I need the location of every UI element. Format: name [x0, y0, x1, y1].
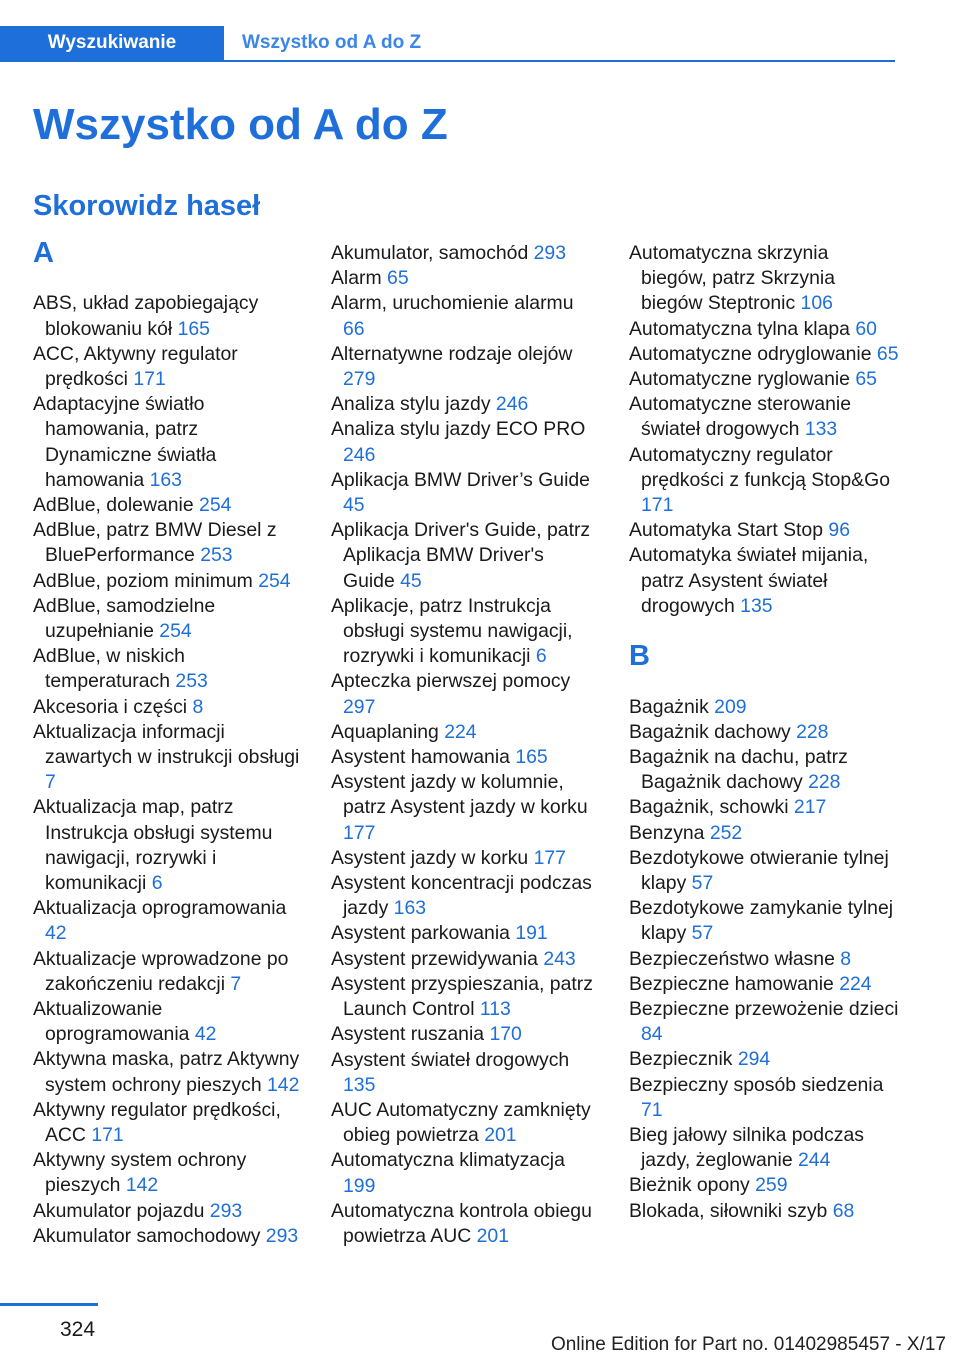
- index-entry: [331, 392, 598, 417]
- index-entry: [331, 1022, 598, 1047]
- entry-text: Akumulator samochodowy: [33, 1224, 261, 1247]
- entry-text: AdBlue, dolewanie: [33, 494, 194, 516]
- page-link[interactable]: 142: [125, 1174, 159, 1197]
- index-entry: [33, 342, 300, 392]
- edition-footer: Online Edition for Part no. 01402985457 - X/17: [550, 1334, 946, 1355]
- entry-text: Bieg jałowy silnika podczas jazdy, żeglowanie: [629, 1124, 864, 1172]
- index-column-1: [33, 237, 300, 1249]
- entry-text: AdBlue, patrz BMW Diesel z BluePerformance: [33, 519, 277, 567]
- index-entry: [629, 846, 899, 896]
- page-link[interactable]: 177: [343, 821, 376, 844]
- page-link[interactable]: 254: [159, 620, 192, 643]
- entry-text: Bagażnik: [629, 695, 709, 718]
- entry-text: Bezpiecznik: [629, 1048, 733, 1071]
- page-link[interactable]: 217: [793, 796, 827, 819]
- entry-text: AdBlue, poziom minimum: [33, 569, 253, 592]
- index-entry: [331, 972, 598, 1022]
- index-entry: [331, 947, 598, 972]
- entry-text: Aktywna maska, patrz Aktywny system ochrony pieszych: [33, 1048, 300, 1096]
- entry-text: Bagażnik na dachu, patrz Bagażnik dachowy: [629, 746, 848, 794]
- entry-text: Bagażnik, schowki: [629, 796, 789, 819]
- entry-text: Benzyna: [629, 821, 705, 844]
- page-link[interactable]: 7: [230, 972, 242, 995]
- page-link[interactable]: 6: [151, 872, 163, 895]
- page-link[interactable]: 293: [533, 242, 566, 264]
- page-link[interactable]: 294: [737, 1048, 771, 1071]
- entry-text: Asystent ruszania: [331, 1023, 485, 1046]
- page-link[interactable]: 135: [740, 594, 773, 617]
- entry-text: Asystent koncentracji podczas jazdy: [331, 872, 592, 920]
- page-link[interactable]: 66: [343, 317, 365, 340]
- entry-text: Automatyka Start Stop: [629, 519, 824, 542]
- index-entry: [629, 972, 899, 997]
- entry-text: Blokada, siłowniki szyb: [629, 1199, 828, 1222]
- entry-text: Bezdotykowe otwieranie tylnej klapy: [629, 846, 889, 895]
- index-entry: [629, 543, 899, 619]
- index-entry: [33, 947, 300, 997]
- section-gap: [629, 669, 899, 694]
- index-entry: [629, 745, 899, 795]
- entry-text: ACC, Aktywny regulator prędkości: [33, 342, 238, 390]
- page-link[interactable]: 224: [444, 720, 477, 743]
- entry-text: Bezpieczne hamowanie: [629, 972, 834, 995]
- index-entry: [331, 266, 598, 291]
- index-entry: [331, 1098, 598, 1148]
- page-link[interactable]: 201: [476, 1224, 509, 1247]
- index-entry: [629, 821, 899, 846]
- index-entry: [331, 342, 598, 392]
- page-link[interactable]: 113: [479, 998, 511, 1021]
- entry-text: AdBlue, samodzielne uzupełnianie: [33, 594, 216, 643]
- index-entry: [629, 947, 899, 972]
- page-link[interactable]: 259: [755, 1174, 788, 1197]
- index-entry: [331, 518, 598, 594]
- index-column-2: [331, 241, 598, 1249]
- page-link[interactable]: 191: [515, 922, 548, 945]
- entry-text: Bezpieczne przewożenie dzieci: [629, 998, 899, 1021]
- index-entry: [33, 518, 300, 568]
- entry-text: Asystent parkowania: [331, 922, 510, 945]
- page-link[interactable]: 8: [840, 947, 852, 970]
- page-link[interactable]: 68: [832, 1199, 855, 1222]
- index-entry: [33, 1098, 300, 1148]
- index-entry: [629, 317, 899, 342]
- entry-text: Akumulator, samochód: [331, 242, 529, 264]
- page-link[interactable]: 135: [343, 1073, 376, 1096]
- page-link[interactable]: 293: [209, 1199, 243, 1222]
- entry-text: Aplikacja BMW Driver’s Guide: [331, 468, 590, 491]
- index-entry: [629, 443, 899, 519]
- page-link[interactable]: 253: [175, 670, 208, 693]
- index-entry: [33, 493, 300, 518]
- index-entry: [331, 770, 598, 846]
- page-link[interactable]: 42: [194, 1023, 217, 1046]
- entry-text: Asystent przyspieszania, patrz Launch Control: [331, 972, 593, 1021]
- section-letter: B: [629, 640, 650, 673]
- entry-text: Akumulator pojazdu: [33, 1199, 205, 1222]
- page-link[interactable]: 7: [45, 771, 56, 794]
- index-entry: [331, 1148, 598, 1198]
- index-entry: [331, 1199, 598, 1249]
- index-entry: [33, 1224, 300, 1249]
- index-entry: [629, 1199, 899, 1224]
- entry-text: Automatyczny regulator prędkości z funkcją Stop&Go: [629, 443, 890, 491]
- page-link[interactable]: 142: [267, 1073, 300, 1096]
- index-entry: [629, 1123, 899, 1173]
- entry-text: Aktualizacja oprogramowania: [33, 897, 287, 920]
- entry-text: Alarm, uruchomienie alarmu: [331, 292, 574, 315]
- page-link[interactable]: 253: [200, 544, 233, 567]
- entry-text: Adaptacyjne światło hamowania, patrz Dynamiczne światła hamowania: [33, 393, 217, 491]
- index-entry: [629, 997, 899, 1047]
- index-entry: [629, 795, 899, 820]
- entry-text: Asystent świateł drogowych: [331, 1048, 570, 1071]
- index-entry: [629, 518, 899, 543]
- page-link[interactable]: 254: [258, 569, 291, 592]
- index-entry: [33, 392, 300, 493]
- page-link[interactable]: 65: [855, 368, 877, 391]
- index-entry: [629, 367, 899, 392]
- index-entry: [331, 669, 598, 719]
- index-entry: [331, 921, 598, 946]
- entry-text: Bagażnik dachowy: [629, 720, 791, 743]
- index-entry: [33, 644, 300, 694]
- page-link[interactable]: 45: [343, 494, 365, 517]
- index-entry: [331, 417, 598, 467]
- page-link[interactable]: 8: [192, 695, 204, 718]
- index-entry: [33, 291, 300, 341]
- page-link[interactable]: 254: [199, 494, 232, 516]
- index-entry: [33, 795, 300, 896]
- page-link[interactable]: 171: [91, 1124, 124, 1147]
- page-link[interactable]: 71: [641, 1098, 663, 1121]
- page-link[interactable]: 244: [798, 1149, 831, 1172]
- entry-text: Aktualizacja informacji zawartych w instrukcji obsługi: [33, 720, 300, 769]
- entry-text: Asystent jazdy w kolumnie, patrz Asystent jazdy w korku: [331, 771, 588, 819]
- page-link[interactable]: 246: [343, 443, 376, 466]
- page-link[interactable]: 201: [484, 1124, 517, 1147]
- page-link[interactable]: 246: [495, 393, 529, 416]
- page-link[interactable]: 171: [133, 367, 166, 390]
- index-entry: [629, 720, 899, 745]
- index-entry: [331, 871, 598, 921]
- entry-text: Analiza stylu jazdy ECO PRO: [331, 418, 586, 441]
- entry-text: Aplikacja Driver's Guide, patrz Aplikacja BMW Driver's Guide: [331, 519, 591, 592]
- page-link[interactable]: 228: [796, 720, 829, 743]
- index-column-3: [629, 241, 899, 1224]
- index-entry: [331, 241, 598, 266]
- page-link[interactable]: 106: [800, 292, 833, 315]
- index-entry: [33, 569, 300, 594]
- index-entry: [331, 594, 598, 670]
- entry-text: Alternatywne rodzaje olejów: [331, 342, 573, 365]
- page-link[interactable]: 252: [709, 821, 743, 844]
- index-entry: [629, 392, 899, 442]
- index-entry: [629, 1047, 899, 1072]
- page-link[interactable]: 171: [641, 494, 674, 517]
- section-gap: [629, 619, 899, 644]
- entry-text: Bezpieczeństwo własne: [629, 947, 835, 970]
- entry-text: Automatyczne odryglowanie: [629, 342, 872, 365]
- page-link[interactable]: 165: [515, 746, 548, 769]
- index-entry: [331, 720, 598, 745]
- page-title: Wszystko od A do Z: [33, 100, 448, 149]
- index-entry: [331, 291, 598, 341]
- entry-text: Automatyczna tylna klapa: [629, 317, 850, 340]
- page-link[interactable]: 96: [828, 519, 850, 542]
- entry-text: AdBlue, w niskich temperaturach: [33, 645, 185, 693]
- index-entry: [629, 896, 899, 946]
- entry-text: Automatyczna kontrola obiegu powietrza AUC: [331, 1199, 592, 1247]
- entry-text: Asystent przewidywania: [331, 947, 538, 970]
- entry-text: Automatyczne sterowanie świateł drogowych: [629, 393, 852, 441]
- entry-text: Aktywny regulator prędkości, ACC: [33, 1098, 281, 1147]
- entry-text: Automatyka świateł mijania, patrz Asystent świateł drogowych: [629, 544, 869, 617]
- page-link[interactable]: 297: [343, 695, 376, 718]
- page-link[interactable]: 209: [714, 695, 747, 718]
- page-link[interactable]: 133: [804, 418, 838, 441]
- tab-bar: [0, 26, 895, 62]
- page-link[interactable]: 42: [45, 922, 67, 945]
- entry-text: Aktualizowanie oprogramowania: [33, 998, 190, 1046]
- page-link[interactable]: 60: [855, 317, 877, 340]
- index-entry: [629, 241, 899, 317]
- page-link[interactable]: 57: [691, 872, 714, 895]
- entry-text: Asystent hamowania: [331, 746, 510, 769]
- page-number: 324: [60, 1318, 96, 1341]
- entry-text: Aplikacje, patrz Instrukcja obsługi systemu nawigacji, rozrywki i komunikacji: [331, 594, 573, 668]
- entry-text: AUC Automatyczny zamknięty obieg powietrza: [331, 1098, 591, 1147]
- page-link[interactable]: 163: [393, 897, 427, 920]
- entry-text: Bieżnik opony: [629, 1174, 750, 1197]
- page-link[interactable]: 165: [177, 317, 210, 340]
- section-letter: A: [33, 237, 54, 269]
- index-entry: [629, 695, 899, 720]
- page-link[interactable]: 293: [265, 1224, 299, 1247]
- index-entry: [331, 846, 598, 871]
- page-link[interactable]: 57: [691, 922, 714, 945]
- page-link[interactable]: 243: [543, 947, 576, 970]
- page-link[interactable]: 228: [808, 771, 841, 794]
- index-entry: [629, 1173, 899, 1198]
- page-link[interactable]: 177: [533, 846, 566, 869]
- footer-rule: [0, 1303, 98, 1306]
- index-entry: [33, 720, 300, 796]
- index-subtitle: Skorowidz haseł: [33, 190, 261, 222]
- entry-text: Asystent jazdy w korku: [331, 846, 529, 869]
- tab-a-to-z[interactable]: Wszystko od A do Z: [242, 32, 422, 53]
- index-entry: [33, 997, 300, 1047]
- entry-text: Aquaplaning: [331, 720, 439, 743]
- page-link[interactable]: 163: [149, 468, 182, 491]
- page-link[interactable]: 65: [387, 267, 409, 290]
- entry-text: Automatyczne ryglowanie: [629, 368, 850, 391]
- index-entry: [331, 745, 598, 770]
- index-entry: [33, 1199, 300, 1224]
- page-link[interactable]: 199: [343, 1174, 376, 1197]
- entry-text: Analiza stylu jazdy: [331, 393, 491, 416]
- page-link[interactable]: 170: [489, 1023, 522, 1046]
- page-link[interactable]: 84: [641, 1023, 663, 1046]
- index-entry: [629, 342, 899, 367]
- entry-text: Aktywny system ochrony pieszych: [33, 1149, 247, 1197]
- index-entry: [331, 468, 598, 518]
- tab-search[interactable]: Wyszukiwanie: [0, 26, 224, 60]
- index-entry: [629, 1073, 899, 1123]
- entry-text: Alarm: [331, 267, 382, 290]
- entry-text: Aktualizacja map, patrz Instrukcja obsługi systemu nawigacji, rozrywki i komunikacji: [33, 796, 273, 895]
- page-link[interactable]: 45: [400, 569, 422, 592]
- page-link[interactable]: 279: [343, 368, 376, 391]
- page-link[interactable]: 65: [876, 342, 899, 365]
- entry-text: Apteczka pierwszej pomocy: [331, 670, 571, 693]
- index-entry: [33, 896, 300, 946]
- section-gap: [33, 266, 300, 291]
- index-entry: [33, 1047, 300, 1097]
- entry-text: Bezdotykowe zamykanie tylnej klapy: [629, 897, 894, 945]
- index-entry: [331, 1048, 598, 1098]
- entry-text: ABS, układ zapobiegający blokowaniu kół: [33, 292, 259, 340]
- entry-text: Automatyczna klimatyzacja: [331, 1149, 565, 1172]
- page-link[interactable]: 224: [839, 972, 872, 995]
- index-entry: [33, 1148, 300, 1198]
- entry-text: Aktualizacje wprowadzone po zakończeniu redakcji: [33, 947, 289, 995]
- entry-text: Bezpieczny sposób siedzenia: [629, 1073, 884, 1096]
- index-entry: [33, 695, 300, 720]
- page-link[interactable]: 6: [535, 645, 547, 668]
- entry-text: Akcesoria i części: [33, 695, 188, 718]
- index-entry: [33, 594, 300, 644]
- entry-text: Automatyczna skrzynia biegów, patrz Skrzynia biegów Steptronic: [629, 242, 836, 315]
